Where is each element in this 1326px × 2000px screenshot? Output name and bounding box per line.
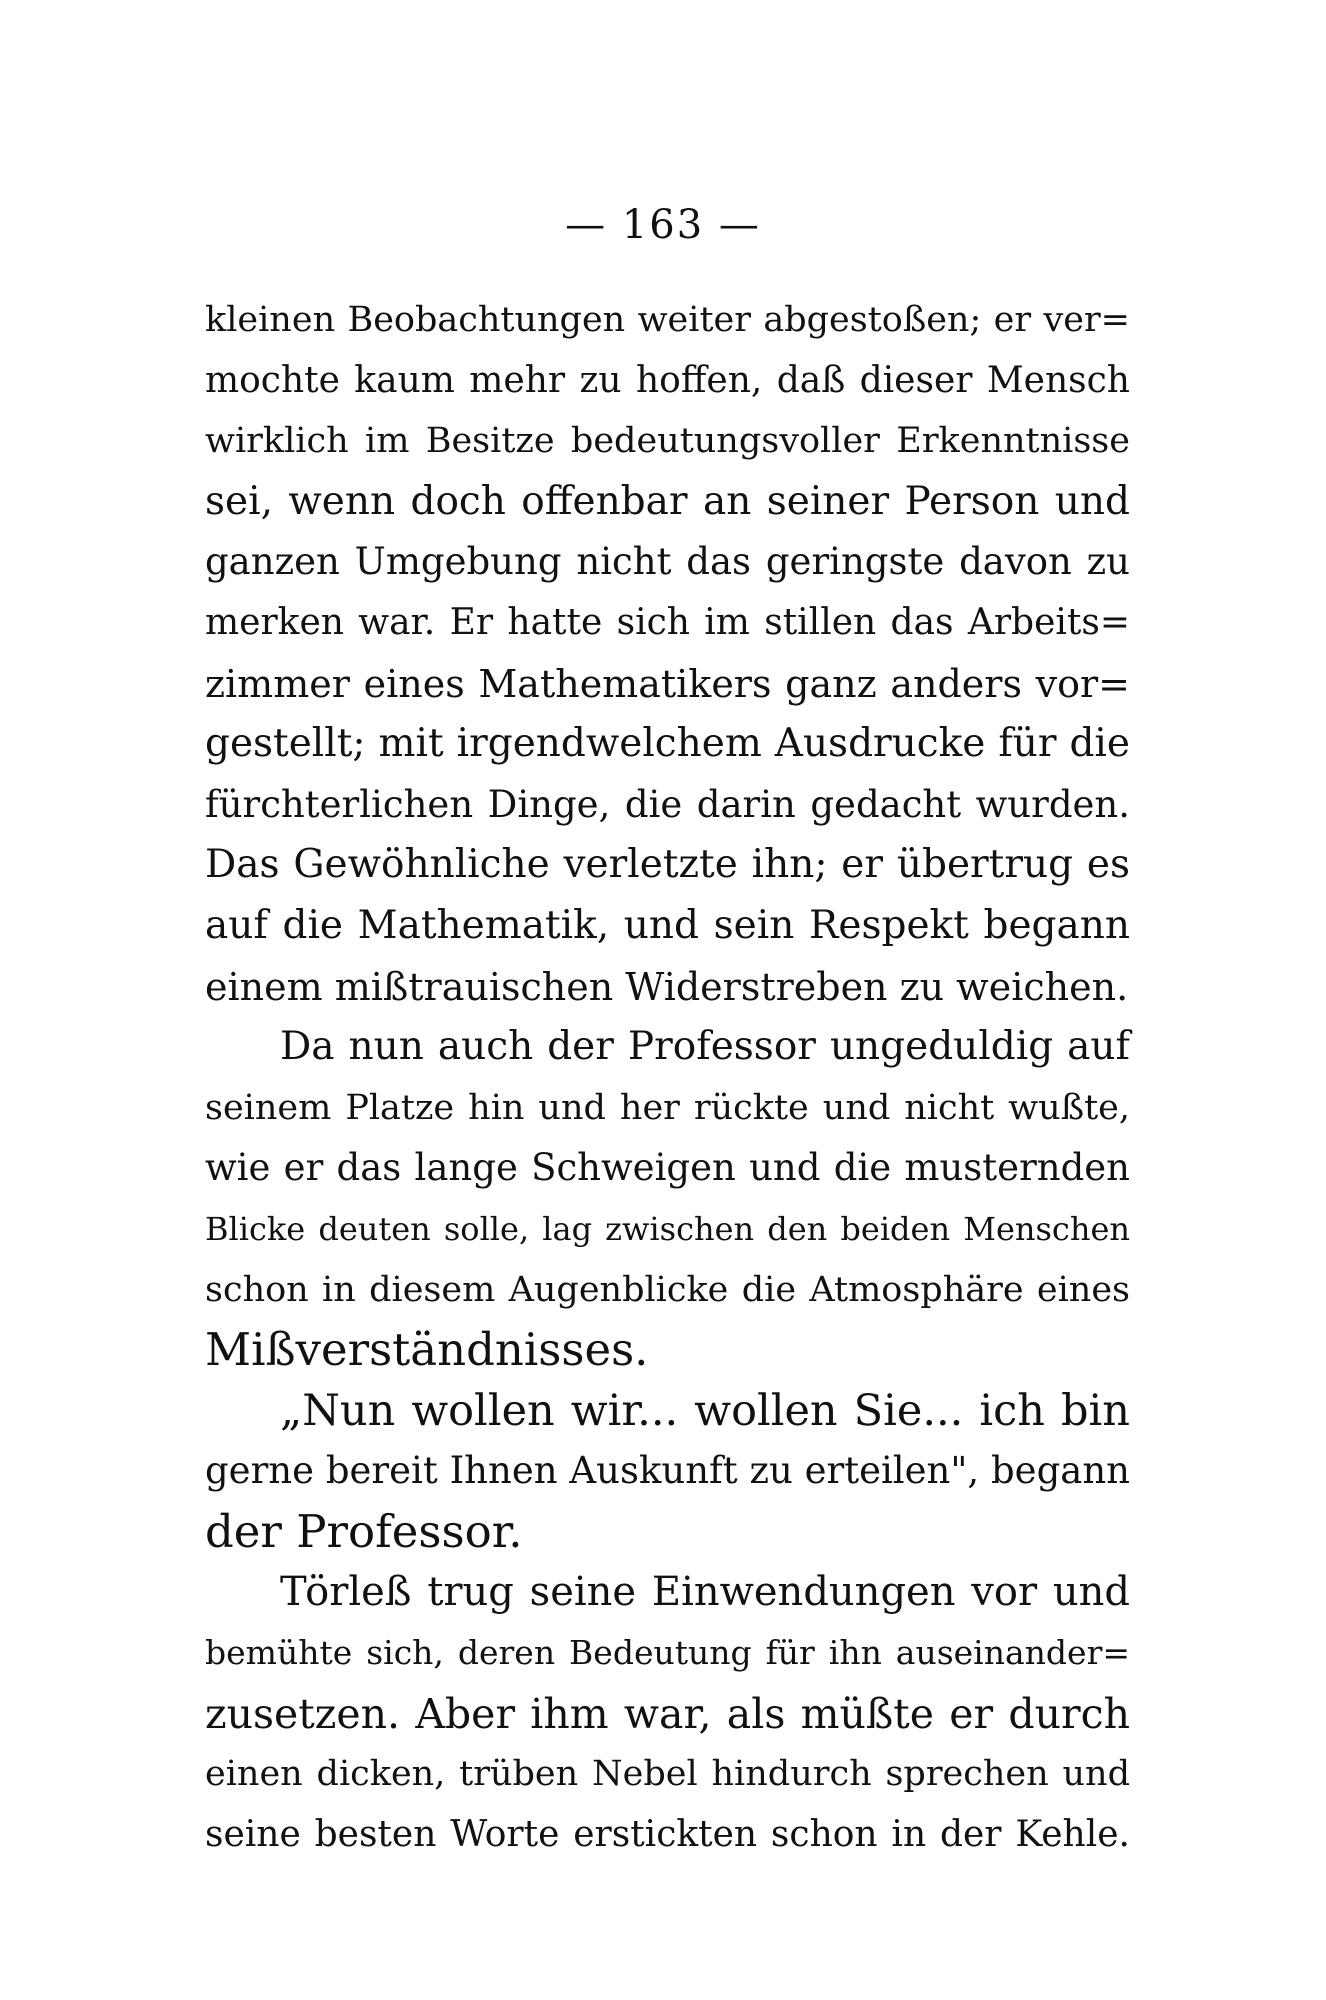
- text-line: merken war. Er hatte sich im stillen das Arbeits=: [205, 601, 1130, 643]
- text-line: bemühte sich, deren Bedeutung für ihn auseinander=: [205, 1633, 1130, 1673]
- text-line: zimmer eines Mathematikers ganz anders vor=: [205, 661, 1130, 706]
- text-line: auf die Mathematik, und sein Respekt begann: [205, 902, 1130, 948]
- text-line: kleinen Beobachtungen weiter abgestoßen; er ver=: [205, 300, 1130, 340]
- text-line: „Nun wollen wir... wollen Sie... ich bin: [280, 1385, 1130, 1436]
- text-line: Blicke deuten solle, lag zwischen den beiden Menschen: [205, 1209, 1130, 1248]
- text-line: gerne bereit Ihnen Auskunft zu erteilen", begann: [205, 1449, 1130, 1493]
- body-text: [205, 290, 1130, 1865]
- text-line: einen dicken, trüben Nebel hindurch sprechen und: [205, 1754, 1130, 1795]
- text-line: zusetzen. Aber ihm war, als müßte er durch: [205, 1689, 1130, 1738]
- text-line: gestellt; mit irgendwelchem Ausdrucke für die: [205, 721, 1130, 767]
- text-line: sei, wenn doch offenbar an seiner Person und: [205, 478, 1130, 524]
- text-line: wie er das lange Schweigen und die musternden: [205, 1146, 1130, 1190]
- text-line: seine besten Worte erstickten schon in der Kehle.: [205, 1813, 1130, 1855]
- page-number: — 163 —: [565, 202, 761, 248]
- text-line: der Professor.: [205, 1504, 523, 1558]
- text-line: wirklich im Besitze bedeutungsvoller Erkenntnisse: [205, 421, 1130, 462]
- text-line: Da nun auch der Professor ungeduldig auf: [280, 1024, 1130, 1070]
- text-line: Das Gewöhnliche verletzte ihn; er übertrug es: [205, 842, 1130, 888]
- text-line: schon in diesem Augenblicke die Atmosphäre eines: [205, 1269, 1130, 1310]
- text-line: Törleß trug seine Einwendungen vor und: [280, 1569, 1130, 1616]
- text-line: mochte kaum mehr zu hoffen, daß dieser Mensch: [205, 359, 1130, 401]
- text-line: fürchterlichen Dinge, die darin gedacht wurden.: [205, 782, 1130, 826]
- text-line: Mißverständnisses.: [205, 1323, 649, 1377]
- text-line: einem mißtrauischen Widerstreben zu weichen.: [205, 964, 1129, 1009]
- text-line: ganzen Umgebung nicht das geringste davon zu: [205, 540, 1130, 584]
- text-line: seinem Platze hin und her rückte und nicht wußte,: [205, 1087, 1130, 1128]
